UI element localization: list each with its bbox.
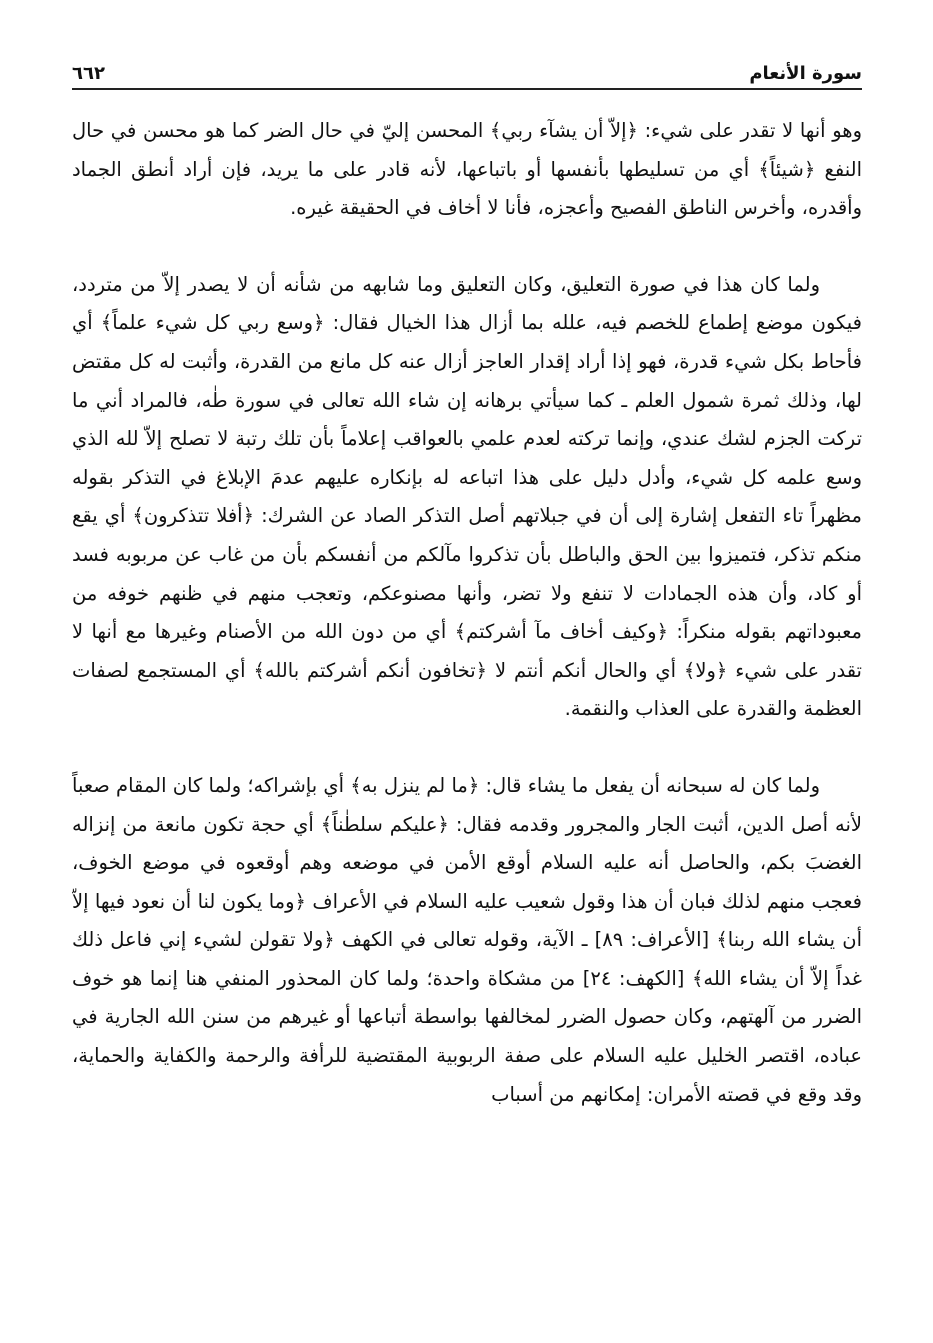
paragraph-1: وهو أنها لا تقدر على شيء: ﴿إلاّ أن يشآء ربي﴾ المحسن إليّ في حال الضر كما هو محسن في حال النفع ﴿شيئاً﴾ أي من تسليطها بأنفسها أو باتباعها، لأنه قادر على ما يريد، فإن أراد أنطق الجماد وأقدره، وأخرس الناطق الفصيح وأعجزه، فأنا لا أخاف في الحقيقة غيره. (72, 119, 862, 220)
page-header (72, 54, 862, 90)
paragraph-2: ولما كان هذا في صورة التعليق، وكان التعليق وما شابهه من شأنه أن لا يصدر إلاّ من متردد، فيكون موضع إطماع للخصم فيه، علله بما أزال هذا الخيال فقال: ﴿وسع ربي كل شيء علماً﴾ أي فأحاط بكل شيء قدرة، فهو إذا أراد إقدار العاجز أزال عنه كل مانع من القدرة، وأثبت له كل مقتض لها، وذلك ثمرة شمول العلم ـ كما سيأتي برهانه إن شاء الله تعالى في سورة طٰه، فالمراد أني ما تركت الجزم لشك عندي، وإنما تركته لعدم علمي بالعواقب إعلاماً بأن تلك رتبة لا تصلح إلاّ لله الذي وسع علمه كل شيء، وأدل دليل على هذا اتباعه له بإنكاره عليهم عدمَ الإبلاغ في التذكر بقوله مظهراً تاء التفعل إشارة إلى أن في جبلاتهم أصل التذكر الصاد عن الشرك: ﴿أفلا تتذكرون﴾ أي يقع منكم تذكر، فتميزوا بين الحق والباطل بأن تذكروا مآلكم من أنفسكم بأن من غاب عن مربوبه فسد أو كاد، وأن هذه الجمادات لا تنفع ولا تضر، وأنها مصنوعكم، وتعجب منهم في ظنهم خوفه من معبوداتهم بقوله منكراً: ﴿وكيف أخاف مآ أشركتم﴾ أي من دون الله من الأصنام وغيرها مع أنها لا تقدر على شيء ﴿ولا﴾ أي والحال أنكم أنتم لا ﴿تخافون أنكم أشركتم بالله﴾ أي المستجمع لصفات العظمة والقدرة على العذاب والنقمة. (72, 272, 862, 721)
page-number: ٦٦٢ (72, 63, 105, 84)
paragraph-3: ولما كان له سبحانه أن يفعل ما يشاء قال: ﴿ما لم ينزل به﴾ أي بإشراكه؛ ولما كان المقام صعباً لأنه أصل الدين، أثبت الجار والمجرور وقدمه فقال: ﴿عليكم سلطٰناً﴾ أي حجة تكون مانعة من إنزاله الغضبَ بكم، والحاصل أنه عليه السلام أوقع الأمن في موضعه وهم أوقعوه في موضع الخوف، فعجب منهم لذلك فبان أن هذا وقول شعيب عليه السلام في الأعراف ﴿وما يكون لنا أن نعود فيها إلاّ أن يشاء الله ربنا﴾ [الأعراف: ٨٩] ـ الآية، وقوله تعالى في الكهف ﴿ولا تقولن لشيء إني فاعل ذلك غداً إلاّ أن يشاء الله﴾ [الكهف: ٢٤] من مشكاة واحدة؛ ولما كان المحذور المنفي هنا إنما هو خوف الضرر من آلهتهم، وكان حصول الضرر لمخالفها بواسطة أتباعها أو غيرهم من سنن الله الجارية في عباده، اقتصر الخليل عليه السلام على صفة الربوبية المقتضية للرأفة والرحمة والكفاية والحماية، وقد وقع في قصته الأمران: إمكانهم من أسباب (72, 773, 862, 1106)
page-body (72, 112, 862, 1114)
document-page (72, 54, 862, 1294)
surah-title: سورة الأنعام (749, 63, 862, 84)
